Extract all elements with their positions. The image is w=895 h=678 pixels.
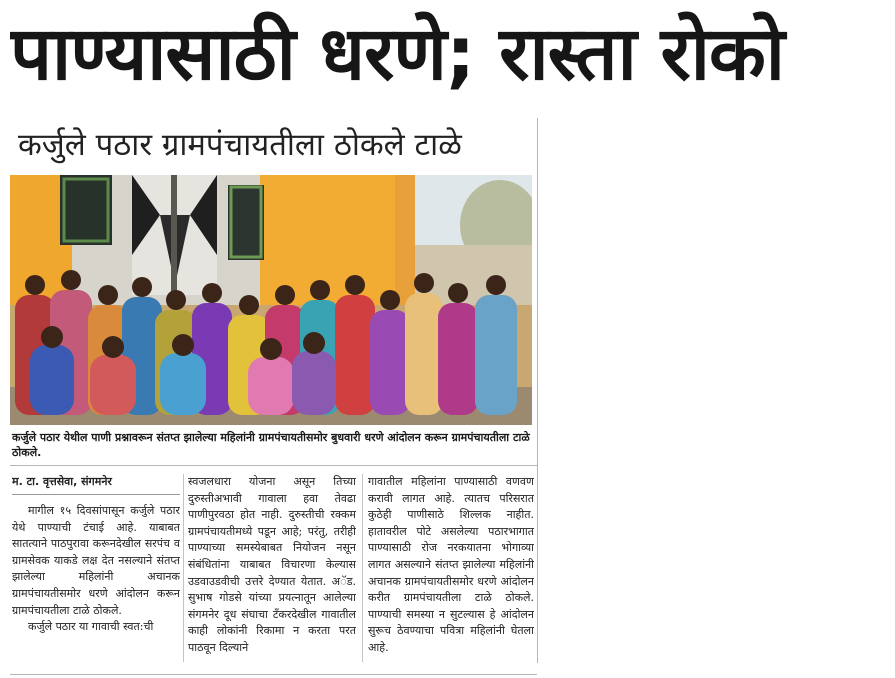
- paragraph: स्वजलधारा योजना असून तिच्या दुरुस्तीअभावी गावाला हवा तेवढा पाणीपुरवठा होत नाही. दुरुस्तीची रक्कम ग्रामपंचायतीमध्ये पडून आहे; परंतु, तरीही पाण्याच्या समस्येबाबत नियोजन नसून संबंधितांना याबाबत विचारणा केल्यास उडवाउडवीची उत्तरे देण्यात येतात. अॅड. सुभाष गोडसे यांच्या प्रयत्नातून आलेल्या संगमनेर दूध संघाचा टँकरदेखील गावातील काही लोकांनी रिकामा न करता परत पाठवून दिल्याने: [188, 475, 356, 654]
- column-separator: [362, 474, 363, 662]
- paragraph: कर्जुले पठार या गावाची स्वत:ची: [28, 620, 154, 634]
- subheadline: कर्जुले पठार ग्रामपंचायतीला ठोकले टाळे: [18, 127, 462, 163]
- byline: म. टा. वृत्तसेवा, संगमनेर: [12, 474, 180, 495]
- caption-rule: [10, 465, 537, 466]
- news-photo: [10, 175, 532, 425]
- photo-caption: कर्जुले पठार येथील पाणी प्रश्नावरून संतप्त झालेल्या महिलांनी ग्रामपंचायतीसमोर बुधवारी धरणे आंदोलन करून ग्रामपंचायतीला टाळे ठोकले.: [12, 431, 530, 459]
- column-divider: [537, 118, 538, 663]
- bottom-rule: [10, 674, 537, 675]
- article-column-2: [188, 474, 356, 664]
- column-separator: [183, 474, 184, 662]
- article-column-1: [12, 474, 180, 664]
- headline: पाण्यासाठी धरणे; रास्ता रोको: [10, 11, 784, 97]
- paragraph: मागील १५ दिवसांपासून कर्जुले पठार येथे पाण्याची टंचाई आहे. याबाबत सातत्याने पाठपुरावा करूनदेखील सरपंच व ग्रामसेवक याकडे लक्ष देत नसल्याने संतप्त झालेल्या महिलांनी अचानक ग्रामपंचायतीसमोर धरणे आंदोलन करून ग्रामपंचायतीला टाळे ठोकले.: [12, 504, 180, 617]
- paragraph: गावातील महिलांना पाण्यासाठी वणवण करावी लागत आहे. त्यातच परिसरात कुठेही पाणीसाठे शिल्लक नाहीत. हातावरील पोटे असलेल्या पठारभागात पाण्यासाठी रोज नरकयातना भोगाव्या लागत असल्याने संतप्त झालेल्या महिलांनी अचानक ग्रामपंचायतीसमोर धरणे आंदोलन करीत ग्रामपंचायतीला टाळे ठोकले. पाण्याची समस्या न सुटल्यास हे आंदोलन सुरूच ठेवण्याचा पवित्रा महिलांनी घेतला आहे.: [368, 475, 534, 654]
- article-column-3: [368, 474, 534, 664]
